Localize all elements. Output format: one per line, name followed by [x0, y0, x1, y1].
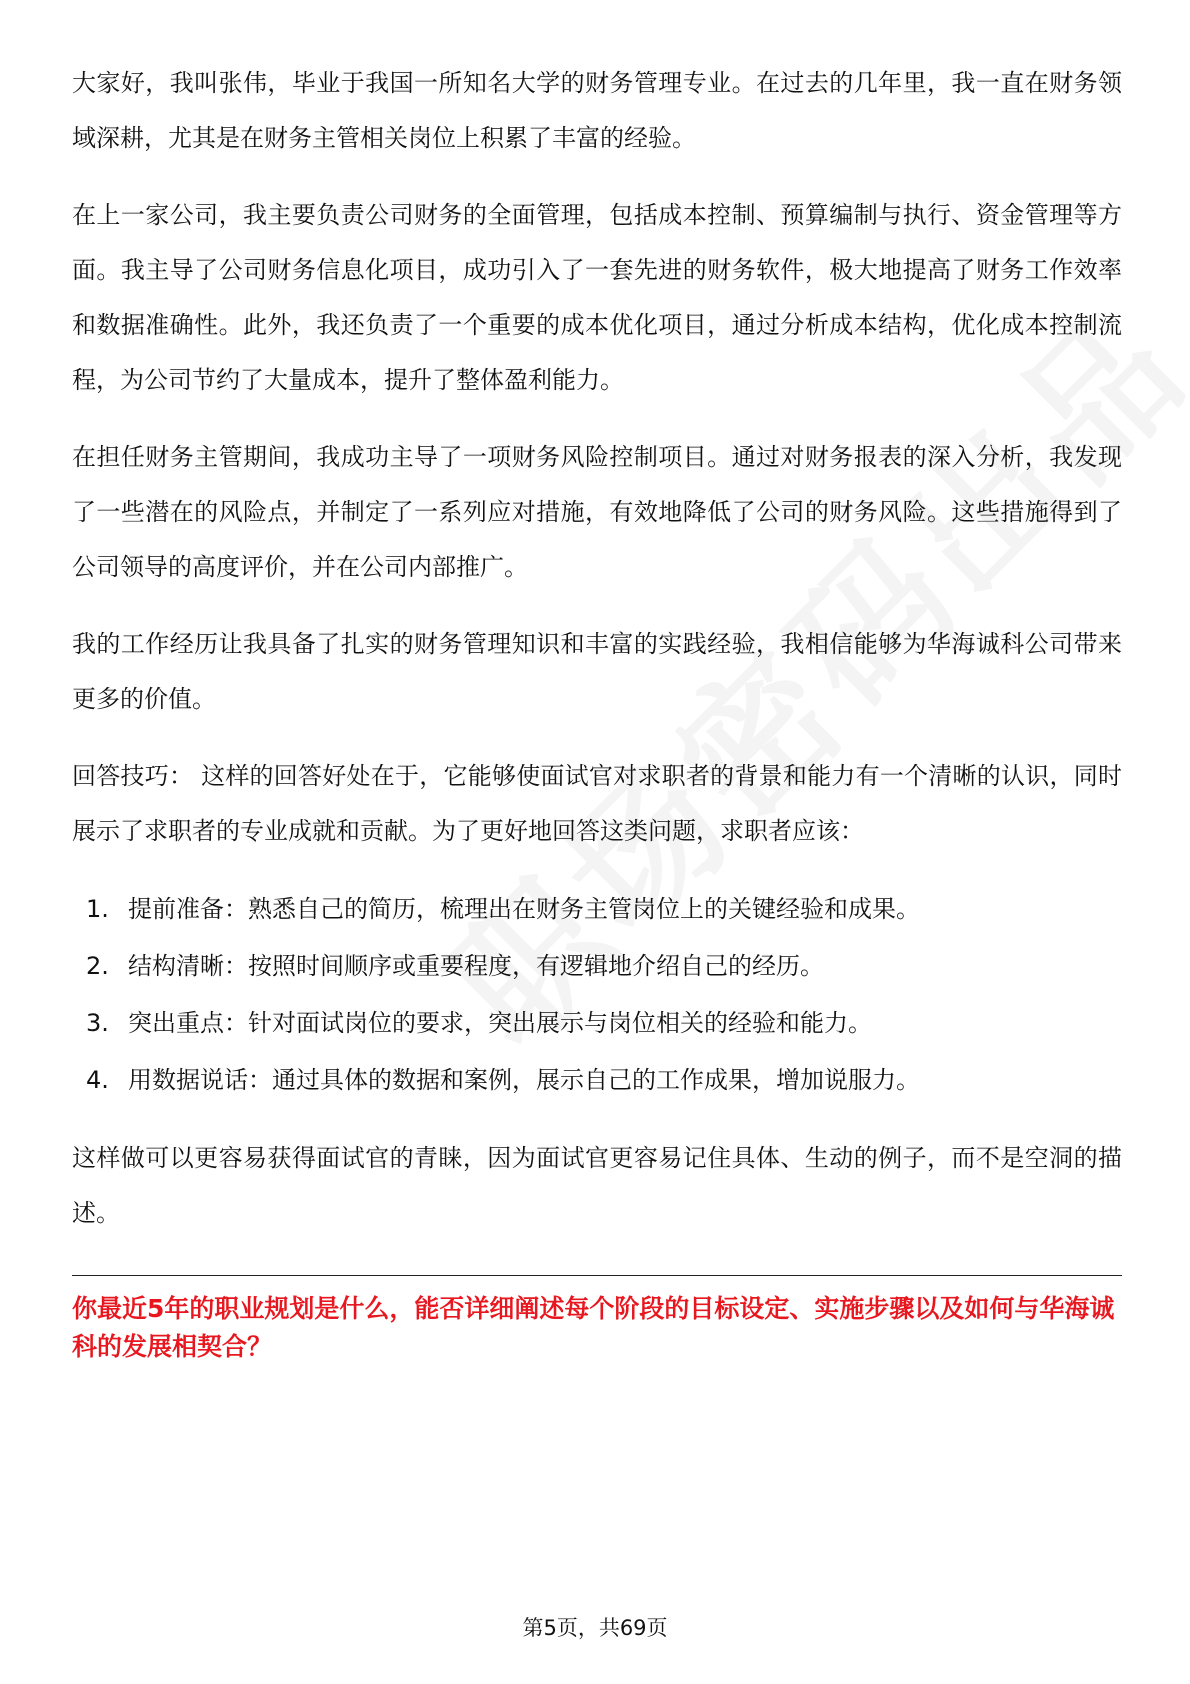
paragraph-intro: 大家好，我叫张伟，毕业于我国一所知名大学的财务管理专业。在过去的几年里，我一直在财务领域深耕，尤其是在财务主管相关岗位上积累了丰富的经验。 [72, 69, 1122, 152]
list-item-text: 用数据说话：通过具体的数据和案例，展示自己的工作成果，增加说服力。 [128, 1066, 920, 1094]
page-number: 第5页，共69页 [522, 1616, 668, 1640]
list-item-number: 4. [86, 1066, 109, 1094]
list-item-number: 3. [86, 1009, 109, 1037]
list-item-text: 结构清晰：按照时间顺序或重要程度，有逻辑地介绍自己的经历。 [128, 952, 824, 980]
list-item-number: 2. [86, 952, 109, 980]
list-item [72, 881, 1122, 938]
paragraph-summary: 我的工作经历让我具备了扎实的财务管理知识和丰富的实践经验，我相信能够为华海诚科公司带来更多的价值。 [72, 630, 1122, 713]
paragraph-closing: 这样做可以更容易获得面试官的青睐，因为面试官更容易记住具体、生动的例子，而不是空洞的描述。 [72, 1144, 1122, 1227]
tips-list [72, 881, 1122, 1109]
section-divider [72, 1275, 1122, 1276]
paragraph-answer-tips: 回答技巧： 这样的回答好处在于，它能够使面试官对求职者的背景和能力有一个清晰的认识，同时展示了求职者的专业成就和贡献。为了更好地回答这类问题，求职者应该： [72, 762, 1122, 845]
list-item [72, 1052, 1122, 1109]
page-content [72, 56, 1122, 1366]
paragraph-risk-control: 在担任财务主管期间，我成功主导了一项财务风险控制项目。通过对财务报表的深入分析，我发现了一些潜在的风险点，并制定了一系列应对措施，有效地降低了公司的财务风险。这些措施得到了公司领导的高度评价，并在公司内部推广。 [72, 443, 1122, 581]
paragraph-previous-company: 在上一家公司，我主要负责公司财务的全面管理，包括成本控制、预算编制与执行、资金管理等方面。我主导了公司财务信息化项目，成功引入了一套先进的财务软件，极大地提高了财务工作效率和数据准确性。此外，我还负责了一个重要的成本优化项目，通过分析成本结构，优化成本控制流程，为公司节约了大量成本，提升了整体盈利能力。 [72, 201, 1122, 394]
list-item [72, 995, 1122, 1052]
next-question-heading: 你最近5年的职业规划是什么，能否详细阐述每个阶段的目标设定、实施步骤以及如何与华海诚科的发展相契合？ [72, 1294, 1115, 1361]
list-item-text: 提前准备：熟悉自己的简历，梳理出在财务主管岗位上的关键经验和成果。 [128, 895, 920, 923]
list-item-text: 突出重点：针对面试岗位的要求，突出展示与岗位相关的经验和能力。 [128, 1009, 872, 1037]
list-item-number: 1. [86, 895, 109, 923]
list-item [72, 938, 1122, 995]
